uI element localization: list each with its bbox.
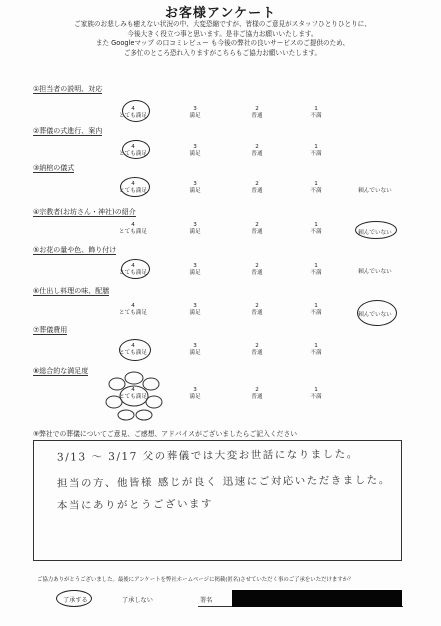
comment-line: 担当の方、他皆様 感じが良く 迅速にご対応いただきました。 <box>56 474 391 490</box>
question-4-title: ④宗教者(お坊さん・神社)の紹介 <box>33 208 136 216</box>
flower-doodle-icon <box>104 370 164 422</box>
question-5-option-4[interactable]: 4 とても満足 <box>119 263 147 276</box>
intro-text <box>10 20 435 58</box>
question-1-title: ①担当者の説明、対応 <box>33 85 103 93</box>
question-7-option-1[interactable]: 1 不満 <box>310 343 322 356</box>
answer-circle <box>121 259 150 279</box>
question-3-option-3[interactable]: 3 満足 <box>189 181 201 194</box>
agree-option[interactable]: 了承する <box>63 597 88 604</box>
question-8-option-3[interactable]: 3 満足 <box>189 387 201 400</box>
question-5-option-3[interactable]: 3 満足 <box>189 263 201 276</box>
comment-line: 3/13 〜 3/17 父の葬儀では大変お世話になりました。 <box>56 448 359 464</box>
answer-circle <box>119 339 151 361</box>
answer-circle <box>122 140 150 159</box>
question-2-title: ②葬儀の式進行、案内 <box>33 127 103 135</box>
question-7-option-2[interactable]: 2 普通 <box>251 343 263 356</box>
question-8-option-2[interactable]: 2 普通 <box>251 387 263 400</box>
question-5-option-2[interactable]: 2 普通 <box>251 263 263 276</box>
question-3-option-2[interactable]: 2 普通 <box>251 181 263 194</box>
answer-circle <box>355 221 397 239</box>
question-1-option-4[interactable]: 4 とても満足 <box>119 106 147 119</box>
question-8-option-1[interactable]: 1 不満 <box>310 387 322 400</box>
redacted-signature <box>232 590 402 607</box>
disagree-option[interactable]: 了承しない <box>122 597 153 604</box>
question-8-title: ⑧総合的な満足度 <box>33 367 89 375</box>
question-5-option-na[interactable]: 頼んでいない <box>358 269 392 275</box>
question-2-option-4[interactable]: 4 とても満足 <box>119 144 147 157</box>
question-6-option-4[interactable]: 4 とても満足 <box>119 303 147 316</box>
question-7-option-4[interactable]: 4 とても満足 <box>119 343 147 356</box>
comment-title: ⑨弊社での葬儀についてご意見、ご感想、アドバイスがございましたらご記入ください <box>33 430 298 438</box>
question-1-option-3[interactable]: 3 満足 <box>189 106 201 119</box>
question-7-option-3[interactable]: 3 満足 <box>189 343 201 356</box>
question-2-option-2[interactable]: 2 普通 <box>251 144 263 157</box>
question-4-option-1[interactable]: 1 不満 <box>310 222 322 235</box>
intro-line: ご家族のお悲しみも癒えない状況の中、大変恐縮ですが、皆様のご意見がスタッフひとりひとりに、 <box>74 20 371 28</box>
intro-line: また Googleマップ の口コミレビュー も今後の弊社の良いサービスのご提供のため、 <box>95 39 350 48</box>
question-4-option-na[interactable]: 頼んでいない <box>358 230 392 236</box>
question-6-option-1[interactable]: 1 不満 <box>310 303 322 316</box>
question-1-option-2[interactable]: 2 普通 <box>251 106 263 119</box>
answer-circle <box>56 590 92 607</box>
question-6-option-2[interactable]: 2 普通 <box>251 303 263 316</box>
signature-label: 署名 <box>200 597 213 604</box>
question-1-option-1[interactable]: 1 不満 <box>310 106 322 119</box>
question-2-option-3[interactable]: 3 満足 <box>189 144 201 157</box>
question-3-option-na[interactable]: 頼んでいない <box>358 188 392 194</box>
question-6-option-3[interactable]: 3 満足 <box>189 303 201 316</box>
question-5-option-1[interactable]: 1 不満 <box>310 263 322 276</box>
question-6-option-na[interactable]: 頼んでいない <box>358 312 392 318</box>
question-4-option-4[interactable]: 4 とても満足 <box>119 222 147 235</box>
question-3-option-1[interactable]: 1 不満 <box>310 181 322 194</box>
consent-question: ご協力ありがとうございました。最後にアンケートを弊社ホームページに掲載(匿名)させていただく事のご了承をいただけますか？ <box>37 577 354 583</box>
intro-line: 今後大きく役立つ事と思います。是非ご協力お願いいたします。 <box>127 29 318 38</box>
question-2-option-1[interactable]: 1 不満 <box>310 144 322 157</box>
question-3-option-4[interactable]: 4 とても満足 <box>119 181 147 194</box>
question-6-title: ⑥仕出し料理の味、配膳 <box>33 287 110 295</box>
question-8-option-4[interactable]: 4 とても満足 <box>119 387 147 400</box>
answer-circle <box>357 300 397 326</box>
question-3-title: ③納棺の儀式 <box>33 164 75 172</box>
page-title: お客様アンケート <box>164 6 277 21</box>
question-4-option-3[interactable]: 3 満足 <box>189 222 201 235</box>
answer-circle <box>120 177 150 197</box>
question-4-option-2[interactable]: 2 普通 <box>251 222 263 235</box>
intro-line: ご多忙のところ恐れ入りますがこちらもご協力お願いいたします。 <box>123 48 322 57</box>
comment-line: 本当にありがとうございます <box>56 498 214 512</box>
question-7-title: ⑦葬儀費用 <box>33 326 68 334</box>
answer-circle <box>122 100 150 122</box>
question-5-title: ⑤お花の量や色、飾り付け <box>33 246 117 254</box>
